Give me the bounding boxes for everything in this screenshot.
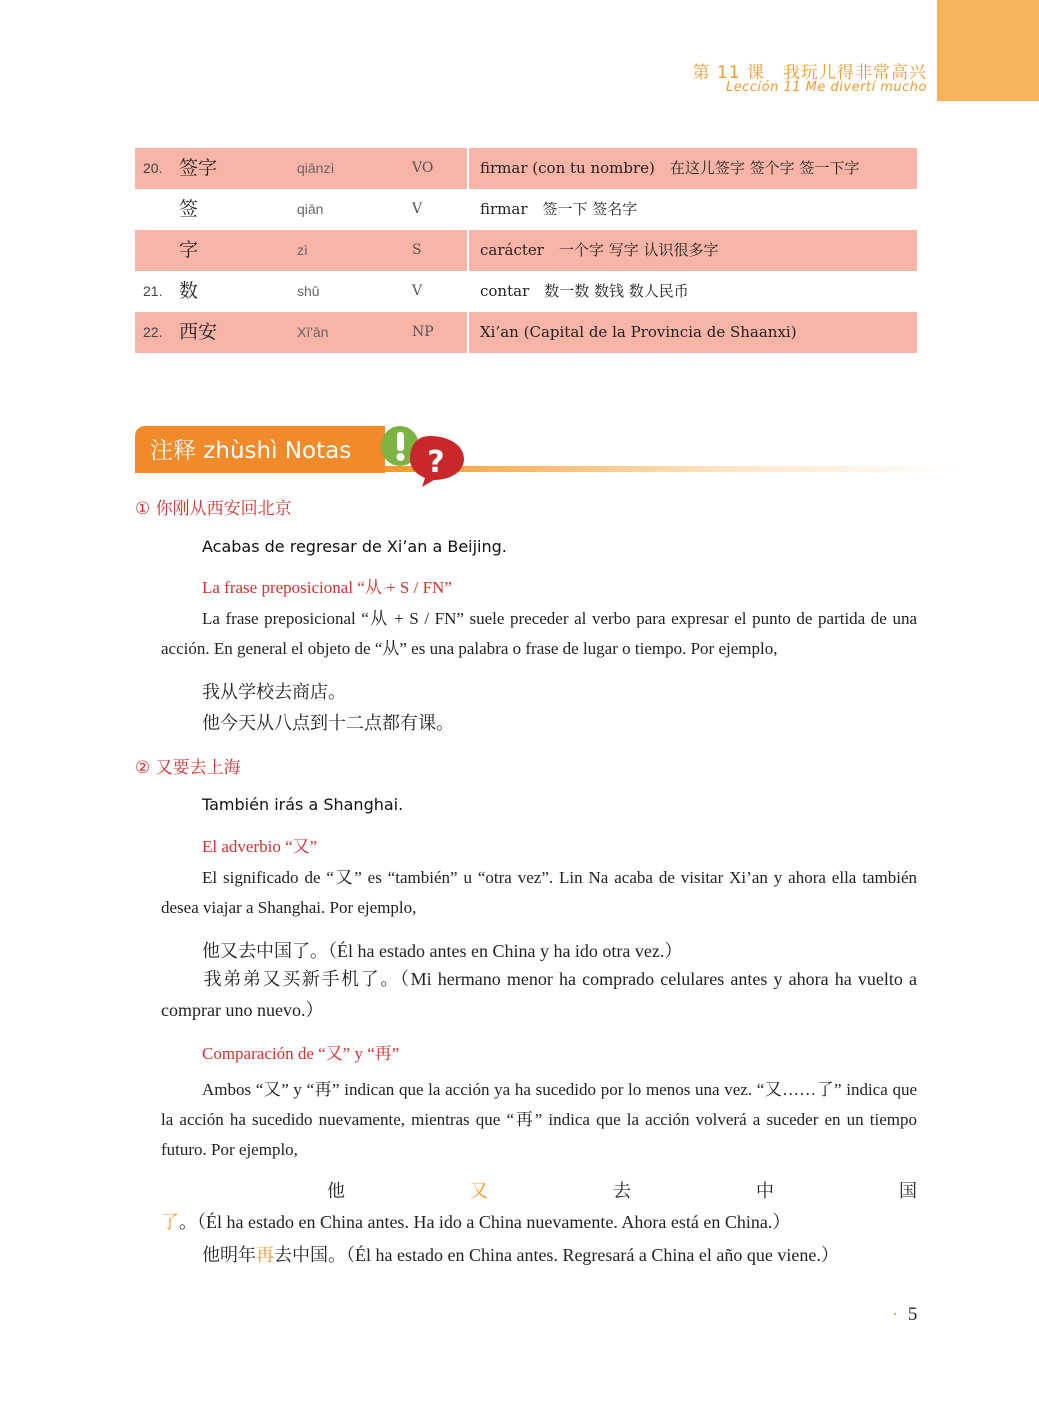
corner-tab — [937, 0, 1039, 101]
column-divider — [467, 312, 469, 353]
note-2-translation: También irás a Shanghai. — [202, 795, 404, 814]
note-2-heading: ② 又要去上海 — [135, 758, 241, 778]
vocab-pinyin: qiān — [297, 201, 324, 217]
vocab-definition: firmar 签一下 签名字 — [480, 200, 638, 218]
note-1-translation: Acabas de regresar de Xi’an a Beijing. — [202, 537, 507, 556]
vocab-class: VO — [412, 160, 434, 176]
note-1-subtitle: La frase preposicional “从 + S / FN” — [202, 578, 452, 597]
notes-title: 注释 zhùshì Notas — [150, 438, 352, 464]
vocab-pinyin: shǔ — [297, 283, 320, 299]
column-divider — [467, 148, 469, 189]
vocabulary-table — [135, 148, 917, 353]
vocab-row — [135, 230, 917, 271]
vocab-row — [135, 189, 917, 230]
vocab-class: V — [412, 201, 423, 217]
note-1-heading: ① 你刚从西安回北京 — [135, 499, 292, 519]
vocab-row — [135, 312, 917, 353]
vocab-word: 数 — [179, 280, 199, 302]
note-2-paragraph-1 — [161, 863, 917, 923]
note-2-example-3 — [161, 1176, 917, 1238]
page-number — [892, 1304, 917, 1326]
vocab-class: V — [412, 283, 423, 299]
note-2-paragraph-1-text: El significado de “又” es “también” u “otra vez”. Lin Na acaba de visitar Xi’an y ahora ella también desea viajar a Shanghai. Por ejemplo, — [161, 868, 917, 917]
note-1-paragraph-text: La frase preposicional “从 + S / FN” suele preceder al verbo para expresar el punto de partida de una acción. En general el objeto de “从” es una palabra o frase de lugar o tiempo. Por ejemplo, — [161, 609, 917, 658]
vocab-definition: contar 数一数 数钱 数人民币 — [480, 282, 689, 300]
note-1-example-1: 我从学校去商店。 — [202, 682, 346, 702]
lesson-title-spanish: Lección 11 Me divertí mucho — [726, 80, 927, 95]
vocab-number: 22. — [143, 324, 163, 340]
vocab-pinyin: qiānzì — [297, 160, 335, 176]
vocab-pinyin: Xī'ān — [297, 324, 329, 340]
exclamation-question-icon — [378, 424, 468, 488]
vocab-row — [135, 148, 917, 189]
bullet-icon: · — [892, 1304, 899, 1325]
note-2-example-2-text: 我弟弟又买新手机了。（Mi hermano menor ha comprado celulares antes y ahora ha vuelto a comprar uno nuevo.） — [161, 969, 917, 1020]
vocab-definition: firmar (con tu nombre) 在这儿签字 签个字 签一下字 — [480, 159, 860, 177]
example-text: 去中国。（Él ha estado en China antes. Regresará a China el año que viene.） — [274, 1245, 839, 1265]
vocab-word: 签 — [179, 198, 199, 220]
highlighted-word: 了 — [161, 1212, 179, 1232]
note-2-example-4 — [202, 1241, 839, 1267]
vocab-class: NP — [412, 324, 434, 340]
vocab-definition: carácter 一个字 写字 认识很多字 — [480, 241, 719, 259]
highlighted-word: 又 — [470, 1181, 613, 1201]
note-2-paragraph-2-text: Ambos “又” y “再” indican que la acción ya ha sucedido por lo menos una vez. “又……了” indica que la acción ha sucedido nuevamente, mientras que “再” indica que la acción volverá a suceder en un tiempo futuro. Por ejemplo, — [161, 1080, 917, 1159]
notes-underline — [385, 466, 960, 472]
note-2-subtitle-2: Comparación de “又” y “再” — [202, 1044, 400, 1063]
highlighted-word: 再 — [256, 1245, 274, 1265]
vocab-row — [135, 271, 917, 312]
svg-text:?: ? — [427, 445, 445, 480]
note-2-example-1: 他又去中国了。（Él ha estado antes en China y ha ido otra vez.） — [202, 941, 683, 961]
note-1-paragraph — [161, 604, 917, 664]
column-divider — [467, 230, 469, 271]
vocab-number: 20. — [143, 160, 163, 176]
vocab-class: S — [412, 242, 422, 258]
example-text: 。（Él ha estado en China antes. Ha ido a China nuevamente. Ahora está en China.） — [179, 1212, 791, 1232]
example-text: 他明年 — [202, 1245, 256, 1265]
vocab-word: 西安 — [179, 321, 218, 343]
example-text: 去中国 — [613, 1181, 917, 1201]
note-1-example-2: 他今天从八点到十二点都有课。 — [202, 713, 454, 733]
note-2-subtitle-1: El adverbio “又” — [202, 837, 318, 856]
vocab-definition: Xi’an (Capital de la Provincia de Shaanxi) — [480, 323, 797, 341]
example-text: 他 — [202, 1181, 470, 1201]
vocab-pinyin: zì — [297, 242, 308, 258]
vocab-word: 签字 — [179, 157, 218, 179]
lesson-title-chinese: 第 11 课 我玩儿得非常高兴 — [692, 63, 927, 83]
vocab-number: 21. — [143, 283, 163, 299]
note-2-paragraph-2 — [161, 1075, 917, 1165]
note-2-example-2 — [161, 964, 917, 1026]
vocab-word: 字 — [179, 239, 199, 261]
page-number-text: 5 — [907, 1304, 918, 1325]
